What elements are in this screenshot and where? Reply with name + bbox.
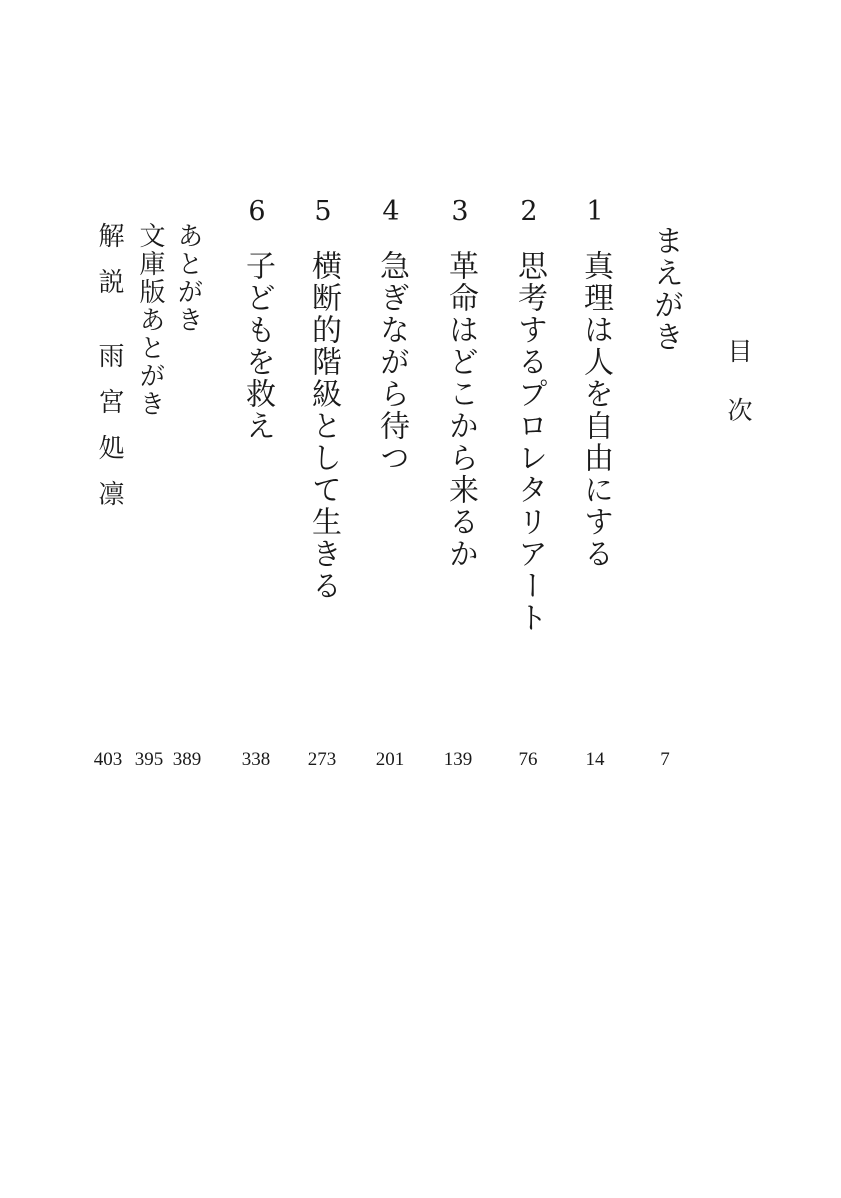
toc-entry-page: 338 bbox=[241, 749, 271, 770]
toc-entry-page: 395 bbox=[134, 749, 164, 770]
toc-entry-page: 273 bbox=[307, 749, 337, 770]
toc-entry-title: 解説 bbox=[94, 222, 124, 314]
toc-chapter-number: 4 bbox=[382, 196, 400, 227]
toc-entry-page: 7 bbox=[660, 749, 670, 770]
toc-entry-title: あとがき bbox=[173, 222, 203, 334]
toc-entry-title: まえがき bbox=[648, 225, 683, 353]
toc-entry-page: 76 bbox=[518, 749, 538, 770]
toc-entry-title: 横断的階級として生きる bbox=[306, 250, 341, 602]
toc-entry-title: 革命はどこから来るか bbox=[443, 250, 478, 570]
toc-chapter-number: 1 bbox=[586, 196, 604, 227]
toc-entry-page: 389 bbox=[172, 749, 202, 770]
toc-chapter-number: 6 bbox=[248, 196, 266, 227]
toc-entry-page: 14 bbox=[585, 749, 605, 770]
toc-entry-page: 201 bbox=[375, 749, 405, 770]
toc-entry-author: 雨宮処凛 bbox=[94, 342, 124, 526]
toc-entry-page: 403 bbox=[93, 749, 123, 770]
toc-entry-title: 思考するプロレタリアート bbox=[512, 250, 547, 634]
toc-entry-title: 真理は人を自由にする bbox=[578, 250, 613, 570]
toc-entry-title: 子どもを救え bbox=[240, 250, 275, 442]
toc-entry-page: 139 bbox=[443, 749, 473, 770]
toc-title: 目次 bbox=[724, 338, 753, 456]
toc-chapter-number: 2 bbox=[520, 196, 538, 227]
toc-entry-title: 文庫版あとがき bbox=[135, 222, 165, 418]
toc-chapter-number: 5 bbox=[314, 196, 332, 227]
toc-chapter-number: 3 bbox=[451, 196, 469, 227]
toc-entry-title: 急ぎながら待つ bbox=[374, 250, 409, 474]
